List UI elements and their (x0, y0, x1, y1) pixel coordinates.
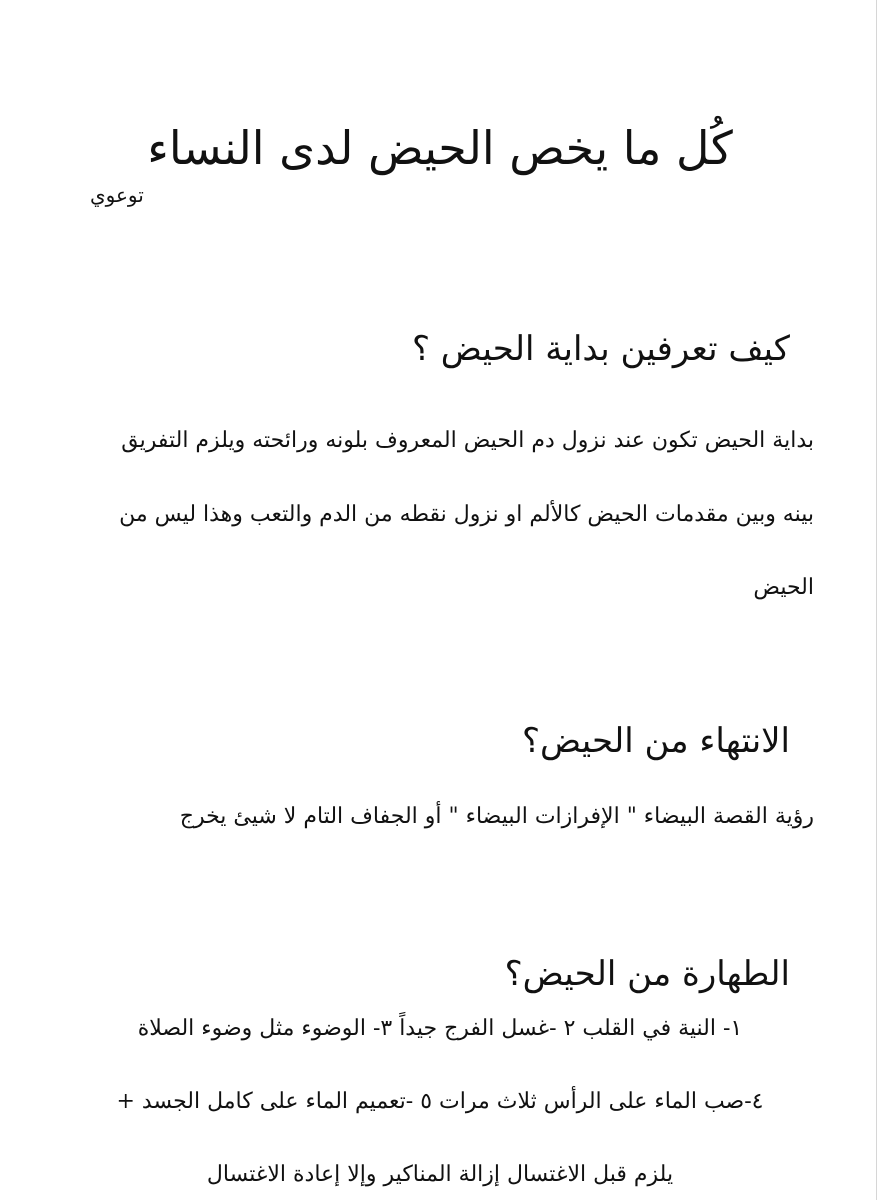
page-subtitle: توعوي (90, 183, 144, 207)
section-start-line-2: بينه وبين مقدمات الحيض كالألم او نزول نقطه من الدم والتعب وهذا ليس من (119, 502, 814, 527)
section-heading-purification: الطهارة من الحيض؟ (504, 954, 790, 995)
section-start-line-1: بداية الحيض تكون عند نزول دم الحيض المعروف بلونه ورائحته ويلزم التفريق (121, 428, 814, 453)
page-title: كُل ما يخص الحيض لدى النساء (147, 120, 733, 175)
section-heading-start: كيف تعرفين بداية الحيض ؟ (411, 329, 790, 370)
purification-line-2: ٤-صب الماء على الرأس ثلاث مرات ٥ -تعميم الماء على كامل الجسد + (116, 1089, 764, 1114)
section-end-line-1: رؤية القصة البيضاء " الإفرازات البيضاء " أو الجفاف التام لا شيئ يخرج (179, 804, 814, 829)
section-heading-end: الانتهاء من الحيض؟ (522, 721, 790, 762)
purification-line-1: ١- النية في القلب ٢ -غسل الفرج جيداً ٣- الوضوء مثل وضوء الصلاة (137, 1016, 743, 1041)
purification-line-3: يلزم قبل الاغتسال إزالة المناكير وإلا إعادة الاغتسال (206, 1162, 674, 1187)
section-start-line-3: الحيض (753, 575, 814, 600)
